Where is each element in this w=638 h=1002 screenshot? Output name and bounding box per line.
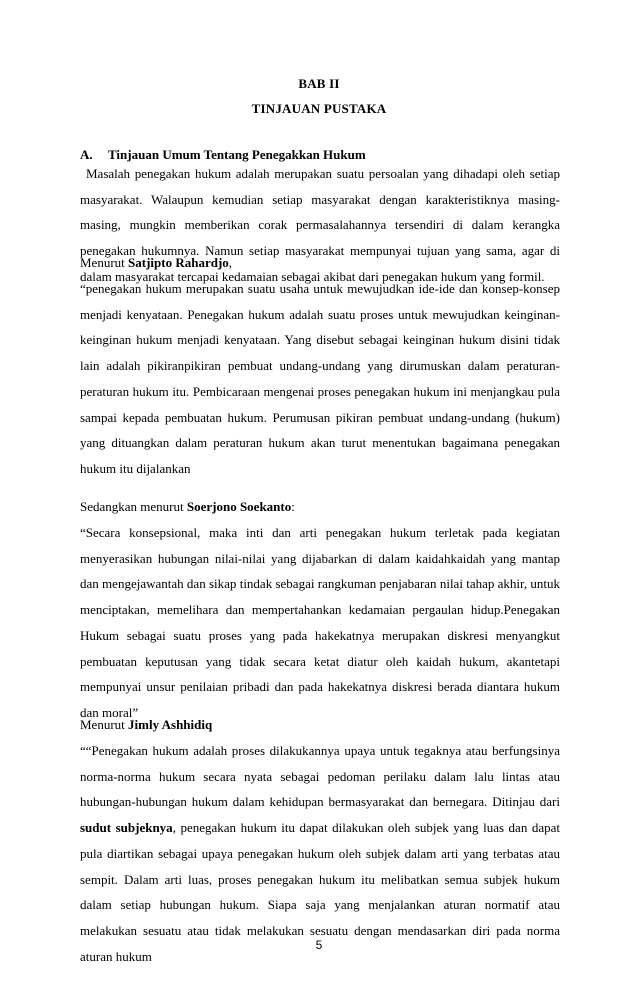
chapter-heading: BAB II xyxy=(298,76,340,91)
quote-intro-suffix: , xyxy=(228,255,233,270)
quote-author: Satjipto Rahardjo xyxy=(128,255,229,270)
page-number: 5 xyxy=(315,938,323,952)
quote-paragraph: “penegakan hukum merupakan suatu usaha untuk mewujudkan ide-ide dan konsep-konsep menjadi kenyataan. Penegakan hukum adalah suatu proses untuk mewujudkan keinginan-keinginan hukum menjadi kenyataan. Yang disebut sebagai keinginan hukum disini tidak lain adalah pikiranpikiran pembuat undang-undang yang dirumuskan dalam peraturan- peraturan hukum itu. Pembicaraan mengenai proses penegakan hukum ini menjangkau pula sampai kepada pembuatan hukum. Perumusan pikiran pembuat undang-undang (hukum) yang dituangkan dalam peraturan hukum akan turut menentukan bagaimana penegakan hukum itu dijalankan xyxy=(80,281,560,476)
quote-text-before: ““Penegakan hukum adalah proses dilakukannya upaya untuk tegaknya atau berfungsinya norma-norma hukum secara nyata sebagai pedoman perilaku dalam lalu lintas atau hubungan-hubungan hukum dalam kehidupan bermasyarakat dan bernegara. Ditinjau dari xyxy=(80,743,560,810)
quote-paragraph xyxy=(80,738,560,969)
quote-bold-term: sudut subjeknya xyxy=(80,820,173,836)
chapter-title: TINJAUAN PUSTAKA xyxy=(251,101,387,116)
quote-author: Soerjono Soekanto xyxy=(186,499,292,514)
quote-intro-text: Sedangkan menurut xyxy=(80,499,184,514)
quote-intro-suffix: : xyxy=(291,499,295,514)
quote-intro-text: Menurut xyxy=(80,255,125,270)
quote-intro-line xyxy=(80,494,560,520)
intro-paragraph: Masalah penegakan hukum adalah merupakan suatu persoalan yang dihadapi oleh setiap masyarakat. Walaupun kemudian setiap masyarakat dengan karakteristiknya masing-masing, mungkin memberikan corak permasalahannya tersendiri di dalam kerangka penegakan hukumnya. Namun setiap masyarakat mempunyai tujuan yang sama, agar di dalam masyarakat tercapai kedamaian sebagai akibat dari penegakan hukum yang formil. xyxy=(80,166,560,284)
quote-intro-text: Menurut xyxy=(80,717,125,732)
section-letter: A. xyxy=(80,147,93,162)
quote-author: Jimly Ashhidiq xyxy=(128,717,213,732)
quote-text-after: , penegakan hukum itu dapat dilakukan oleh subjek yang luas dan dapat pula diartikan sebagai upaya penegakan hukum oleh subjek dalam arti yang terbatas atau sempit. Dalam arti luas, proses penegakan hukum itu melibatkan semua subjek hukum dalam setiap hubungan hukum. Siapa saja yang menjalankan aturan normatif atau melakukan sesuatu atau tidak melakukan sesuatu dengan mendasarkan diri pada norma aturan hukum xyxy=(80,820,560,964)
quote-paragraph: “Secara konsepsional, maka inti dan arti penegakan hukum terletak pada kegiatan menyerasikan hubungan nilai-nilai yang dijabarkan di dalam kaidahkaidah yang mantap dan mengejawantah dan sikap tindak sebagai rangkuman penjabaran nilai tahap akhir, untuk menciptakan, memelihara dan mempertahankan kedamaian pergaulan hidup.Penegakan Hukum sebagai suatu proses yang pada hakekatnya merupakan diskresi menyangkut pembuatan keputusan yang tidak secara ketat diatur oleh kaidah hukum, akantetapi mempunyai unsur penilaian pribadi dan pada hakekatnya diskresi berada diantara hukum dan moral” xyxy=(80,525,560,720)
section-title-text: Tinjauan Umum Tentang Penegakkan Hukum xyxy=(108,147,366,162)
quote-intro-line xyxy=(80,250,560,276)
quote-intro-line xyxy=(80,712,560,738)
